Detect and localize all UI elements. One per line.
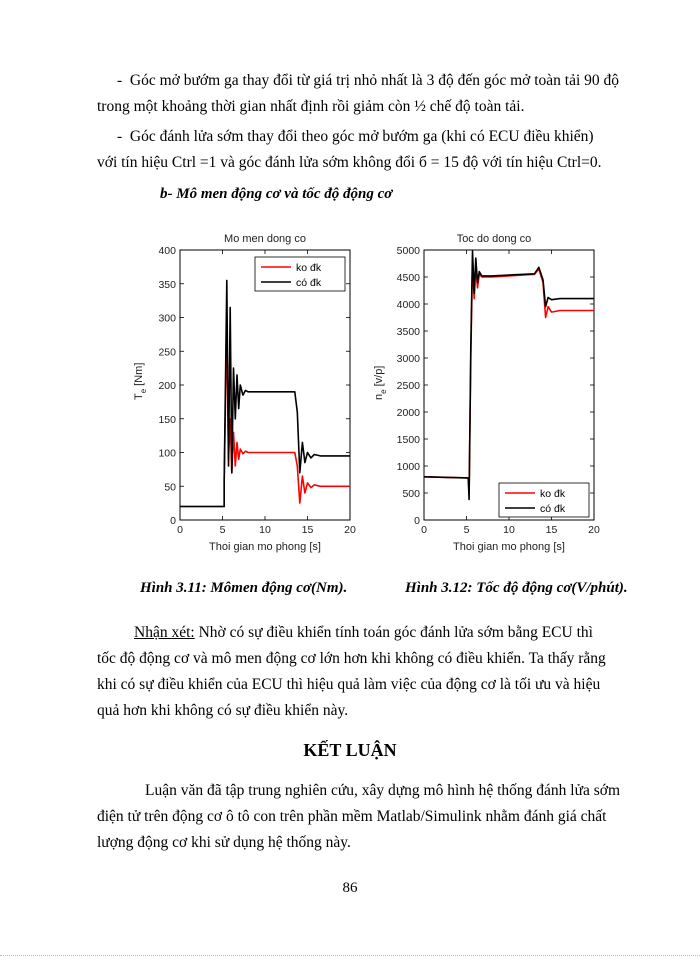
section-subheading: b- Mô men động cơ và tốc độ động cơ: [160, 186, 393, 202]
torque-legend: [255, 257, 345, 291]
page-bottom-divider: [0, 955, 700, 956]
bullet-1-line2: trong một khoảng thời gian nhất định rồi giảm còn ½ chế độ toàn tải.: [97, 98, 525, 115]
torque-y-axis-label: $T_e[Nm]$: [133, 362, 148, 400]
y-tick-label: 3000: [396, 353, 420, 365]
legend-label-co-dk: có đk: [540, 503, 566, 515]
conclusion-line1: Luận văn đã tập trung nghiên cứu, xây dựng mô hình hệ thống đánh lửa sớm: [145, 782, 621, 799]
speed-legend: [499, 483, 589, 517]
y-tick-label: 5000: [396, 245, 420, 257]
y-tick-label: 3500: [396, 326, 420, 338]
y-tick-label: 250: [158, 346, 176, 359]
figure-caption-speed: Hình 3.12: Tốc độ động cơ(V/phút).: [405, 580, 628, 596]
bullet-2-line2: với tín hiệu Ctrl =1 và góc đánh lửa sớm không đổi б = 15 độ với tín hiệu Ctrl=0.: [97, 154, 602, 171]
y-tick-label: 1000: [396, 461, 420, 473]
x-tick-label: 15: [301, 524, 314, 536]
bullet-2: [97, 124, 637, 176]
y-tick-label: 400: [158, 245, 176, 257]
remark-label: Nhận xét:: [134, 624, 195, 641]
conclusion-heading: KẾT LUẬN: [303, 740, 397, 760]
y-tick-label: 2500: [396, 380, 420, 392]
conclusion-line2: điện tử trên động cơ ô tô con trên phần mềm Matlab/Simulink nhằm đánh giá chất: [97, 808, 607, 825]
y-tick-label: 0: [414, 515, 420, 527]
remark-line2: tốc độ động cơ và mô men động cơ lớn hơn khi không có điều khiển. Ta thấy rằng: [97, 650, 606, 667]
x-tick-label: 0: [421, 524, 427, 536]
legend-label-co-dk: có đk: [296, 277, 322, 289]
remark-line1: Nhận xét: Nhờ có sự điều khiển tính toán góc đánh lửa sớm bằng ECU thì: [134, 624, 593, 641]
conclusion-line3: lượng động cơ khi sử dụng hệ thống này.: [97, 834, 351, 851]
x-tick-label: 5: [463, 524, 470, 536]
x-tick-label: 20: [588, 524, 600, 536]
bullet-1: [97, 68, 637, 120]
y-tick-label: 1500: [396, 434, 420, 446]
y-tick-label: 2000: [396, 407, 420, 419]
conclusion-paragraph: [97, 778, 637, 856]
bullet-1-line1: - Góc mở bướm ga thay đổi từ giá trị nhỏ nhất là 3 độ đến góc mở toàn tải 90 độ: [117, 72, 620, 89]
x-tick-label: 15: [545, 524, 558, 536]
y-tick-label: 50: [164, 481, 176, 494]
y-tick-label: 150: [158, 413, 176, 426]
x-tick-label: 10: [503, 524, 515, 536]
speed-chart-title: Toc do dong co: [456, 233, 532, 245]
torque-chart-title: Mo men dong co: [224, 233, 306, 245]
legend-label-ko-dk: ko đk: [296, 262, 322, 274]
x-tick-label: 20: [344, 524, 356, 536]
x-tick-label: 0: [177, 524, 183, 536]
remark-line4: quả hơn khi không có sự điều khiển này.: [97, 702, 349, 719]
x-tick-label: 10: [259, 524, 271, 536]
speed-plot-area: [424, 250, 594, 520]
figure-caption-torque: Hình 3.11: Mômen động cơ(Nm).: [140, 580, 348, 596]
speed-chart: [368, 225, 603, 565]
y-tick-label: 200: [158, 380, 176, 392]
y-tick-label: 350: [158, 278, 176, 291]
y-tick-label: 4000: [396, 299, 420, 311]
x-tick-label: 5: [219, 524, 226, 536]
page-number: 86: [342, 880, 358, 896]
torque-chart: [120, 225, 370, 565]
y-tick-label: 4500: [396, 272, 420, 284]
remark-paragraph: [97, 620, 637, 724]
remark-line3: khi có sự điều khiển của ECU thì hiệu quả làm việc của động cơ là tối ưu và hiệu: [97, 676, 601, 693]
bullet-2-line1: - Góc đánh lửa sớm thay đổi theo góc mở bướm ga (khi có ECU điều khiển): [117, 128, 594, 145]
speed-y-axis-label: $n_e[v/p]$: [373, 365, 388, 400]
speed-x-axis-label: Thoi gian mo phong [s]: [453, 541, 565, 553]
legend-label-ko-dk: ko đk: [540, 488, 566, 500]
torque-x-axis-label: Thoi gian mo phong [s]: [209, 541, 321, 553]
y-tick-label: 300: [158, 312, 176, 325]
y-tick-label: 100: [158, 447, 176, 460]
y-tick-label: 0: [170, 515, 176, 527]
y-tick-label: 500: [402, 488, 420, 500]
